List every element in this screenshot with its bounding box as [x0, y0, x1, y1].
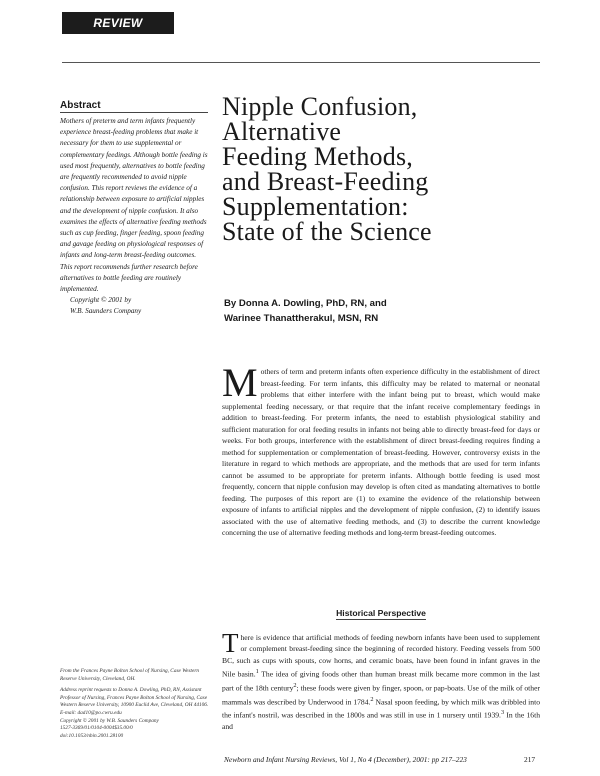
header-divider — [62, 62, 540, 63]
hist-text: Nasal spoon feeding, by which milk was dribbled into the infant's nostril, was described in the 1800s and was still in use in 1 nursery until 1939. — [222, 697, 540, 720]
page-number: 217 — [524, 755, 536, 764]
hist-drop-cap: T — [222, 632, 239, 658]
title-line: and Breast-Feeding — [222, 167, 429, 196]
intro-text: others of term and preterm infants often experience difficulty in the establishment of direct breast-feeding. For term infants, this difficulty may be related to maternal or neonatal problems that either interfere with the infant being put to breast, which would make supplemental feeding necessary, or that require that the infant receive complementary feedings in addition to breast-feeding. For preterm infants, the need to establish physiological stability and sufficient maturation for oral feeding results in infants not being able to directly breast-feed for days or weeks. For both groups, interference with the establishment of direct breast-feeding requires finding a method for supplementation or complementation of breast-feeding. However, controversy exists in the literature in regard to which methods are appropriate, and the methods that are used for term infants cannot be assumed to be appropriate for preterm infants. Although bottle feeding is used most frequently, concern that nipple confusion may develop is often cited as mandating alternatives to bottle feeding. The purposes of this report are (1) to examine the evidence of the relationship between exposure of infants to artificial nipples and the development of nipple confusion, (2) to identify issues associated with the use of alternative feeding methods, and (3) to describe the current knowledge concerning the use of alternative feeding methods and long-term breast-feeding outcomes. — [222, 367, 540, 537]
section-heading — [222, 608, 540, 618]
citation-ref: 3 — [500, 709, 505, 717]
hist-text: ; these foods were given by finger, spoon, or pap-boats. Use of the milk of other mammals was described by Underwood in 1784. — [222, 683, 540, 707]
abstract-sidebar — [60, 100, 208, 317]
citation-ref: 1 — [255, 667, 259, 675]
journal-citation-footer: Newborn and Infant Nursing Reviews, Vol 1, No 4 (December), 2001: pp 217–223 — [224, 755, 467, 764]
author-byline — [224, 296, 544, 326]
footnote-issn: 1527-3369/01/0104-0004$35.00/0 — [60, 725, 133, 732]
title-line: Nipple Confusion, — [222, 92, 418, 121]
hist-text: here is evidence that artificial methods of feeding newborn infants have been used to supplement or complement breast-feeding since the beginning of recorded history. Feeding vessels from 500 BC, such as cups with spouts, cow horns, and ceramic boats, have been found in infant graves in the Nile basin. — [222, 633, 540, 679]
footnote-reprints: Address reprint requests to Donna A. Dowling, PhD, RN, Assistant Professor of Nursing, Frances Payne Bolton School of Nursing, Case Western Reserve University, 10900 Euclid Ave, Cleveland, OH 44106. E-mail: dad10@po.cwru.edu — [60, 687, 209, 716]
citation-ref: 2 — [293, 681, 297, 689]
section-heading-text: Historical Perspective — [336, 608, 426, 618]
abstract-heading: Abstract — [60, 100, 208, 113]
author-line: Warinee Thanattherakul, MSN, RN — [224, 313, 379, 324]
author-line: By Donna A. Dowling, PhD, RN, and — [224, 298, 387, 309]
abstract-copyright-line1: Copyright © 2001 by — [70, 296, 132, 305]
title-line: Supplementation: — [222, 192, 409, 221]
hist-text: The idea of giving foods other than human breast milk became more common in the last part of the 18th century — [222, 669, 540, 693]
title-line: Alternative — [222, 117, 342, 146]
abstract-body: Mothers of preterm and term infants frequently experience breast-feeding problems that make it necessary for them to use supplemental or complementary feedings. Although bottle feeding is used most frequently, alternatives to bottle feeding are frequently recommended to avoid nipple confusion. This report reviews the evidence of a relationship between exposure to artificial nipples and the development of nipple confusion. It also examines the effects of alternative feeding methods such as cup feeding, finger feeding, spoon feeding and gavage feeding on physiological responses of infants and long-term breast-feeding outcomes. This report recommends further research before alternatives to bottle feeding are routinely implemented. — [60, 117, 208, 294]
hist-text: In the 16th and — [222, 710, 540, 732]
footnote-affiliation: From the Frances Payne Bolton School of Nursing, Case Western Reserve University, Cleveland, OH. — [60, 668, 200, 682]
intro-paragraph — [222, 360, 540, 539]
title-line: State of the Science — [222, 217, 432, 246]
section-label-review: REVIEW — [62, 12, 174, 34]
author-footnotes — [60, 668, 210, 740]
article-title — [222, 94, 552, 244]
abstract-copyright-line2: W.B. Saunders Company — [70, 307, 142, 316]
footnote-doi: doi:10.1053/nbin.2001.28100 — [60, 732, 124, 739]
intro-drop-cap: M — [222, 360, 258, 405]
historical-paragraph — [222, 632, 540, 772]
citation-ref: 2 — [370, 695, 374, 703]
title-line: Feeding Methods, — [222, 142, 413, 171]
footnote-copyright: Copyright © 2001 by W.B. Saunders Company — [60, 717, 159, 724]
